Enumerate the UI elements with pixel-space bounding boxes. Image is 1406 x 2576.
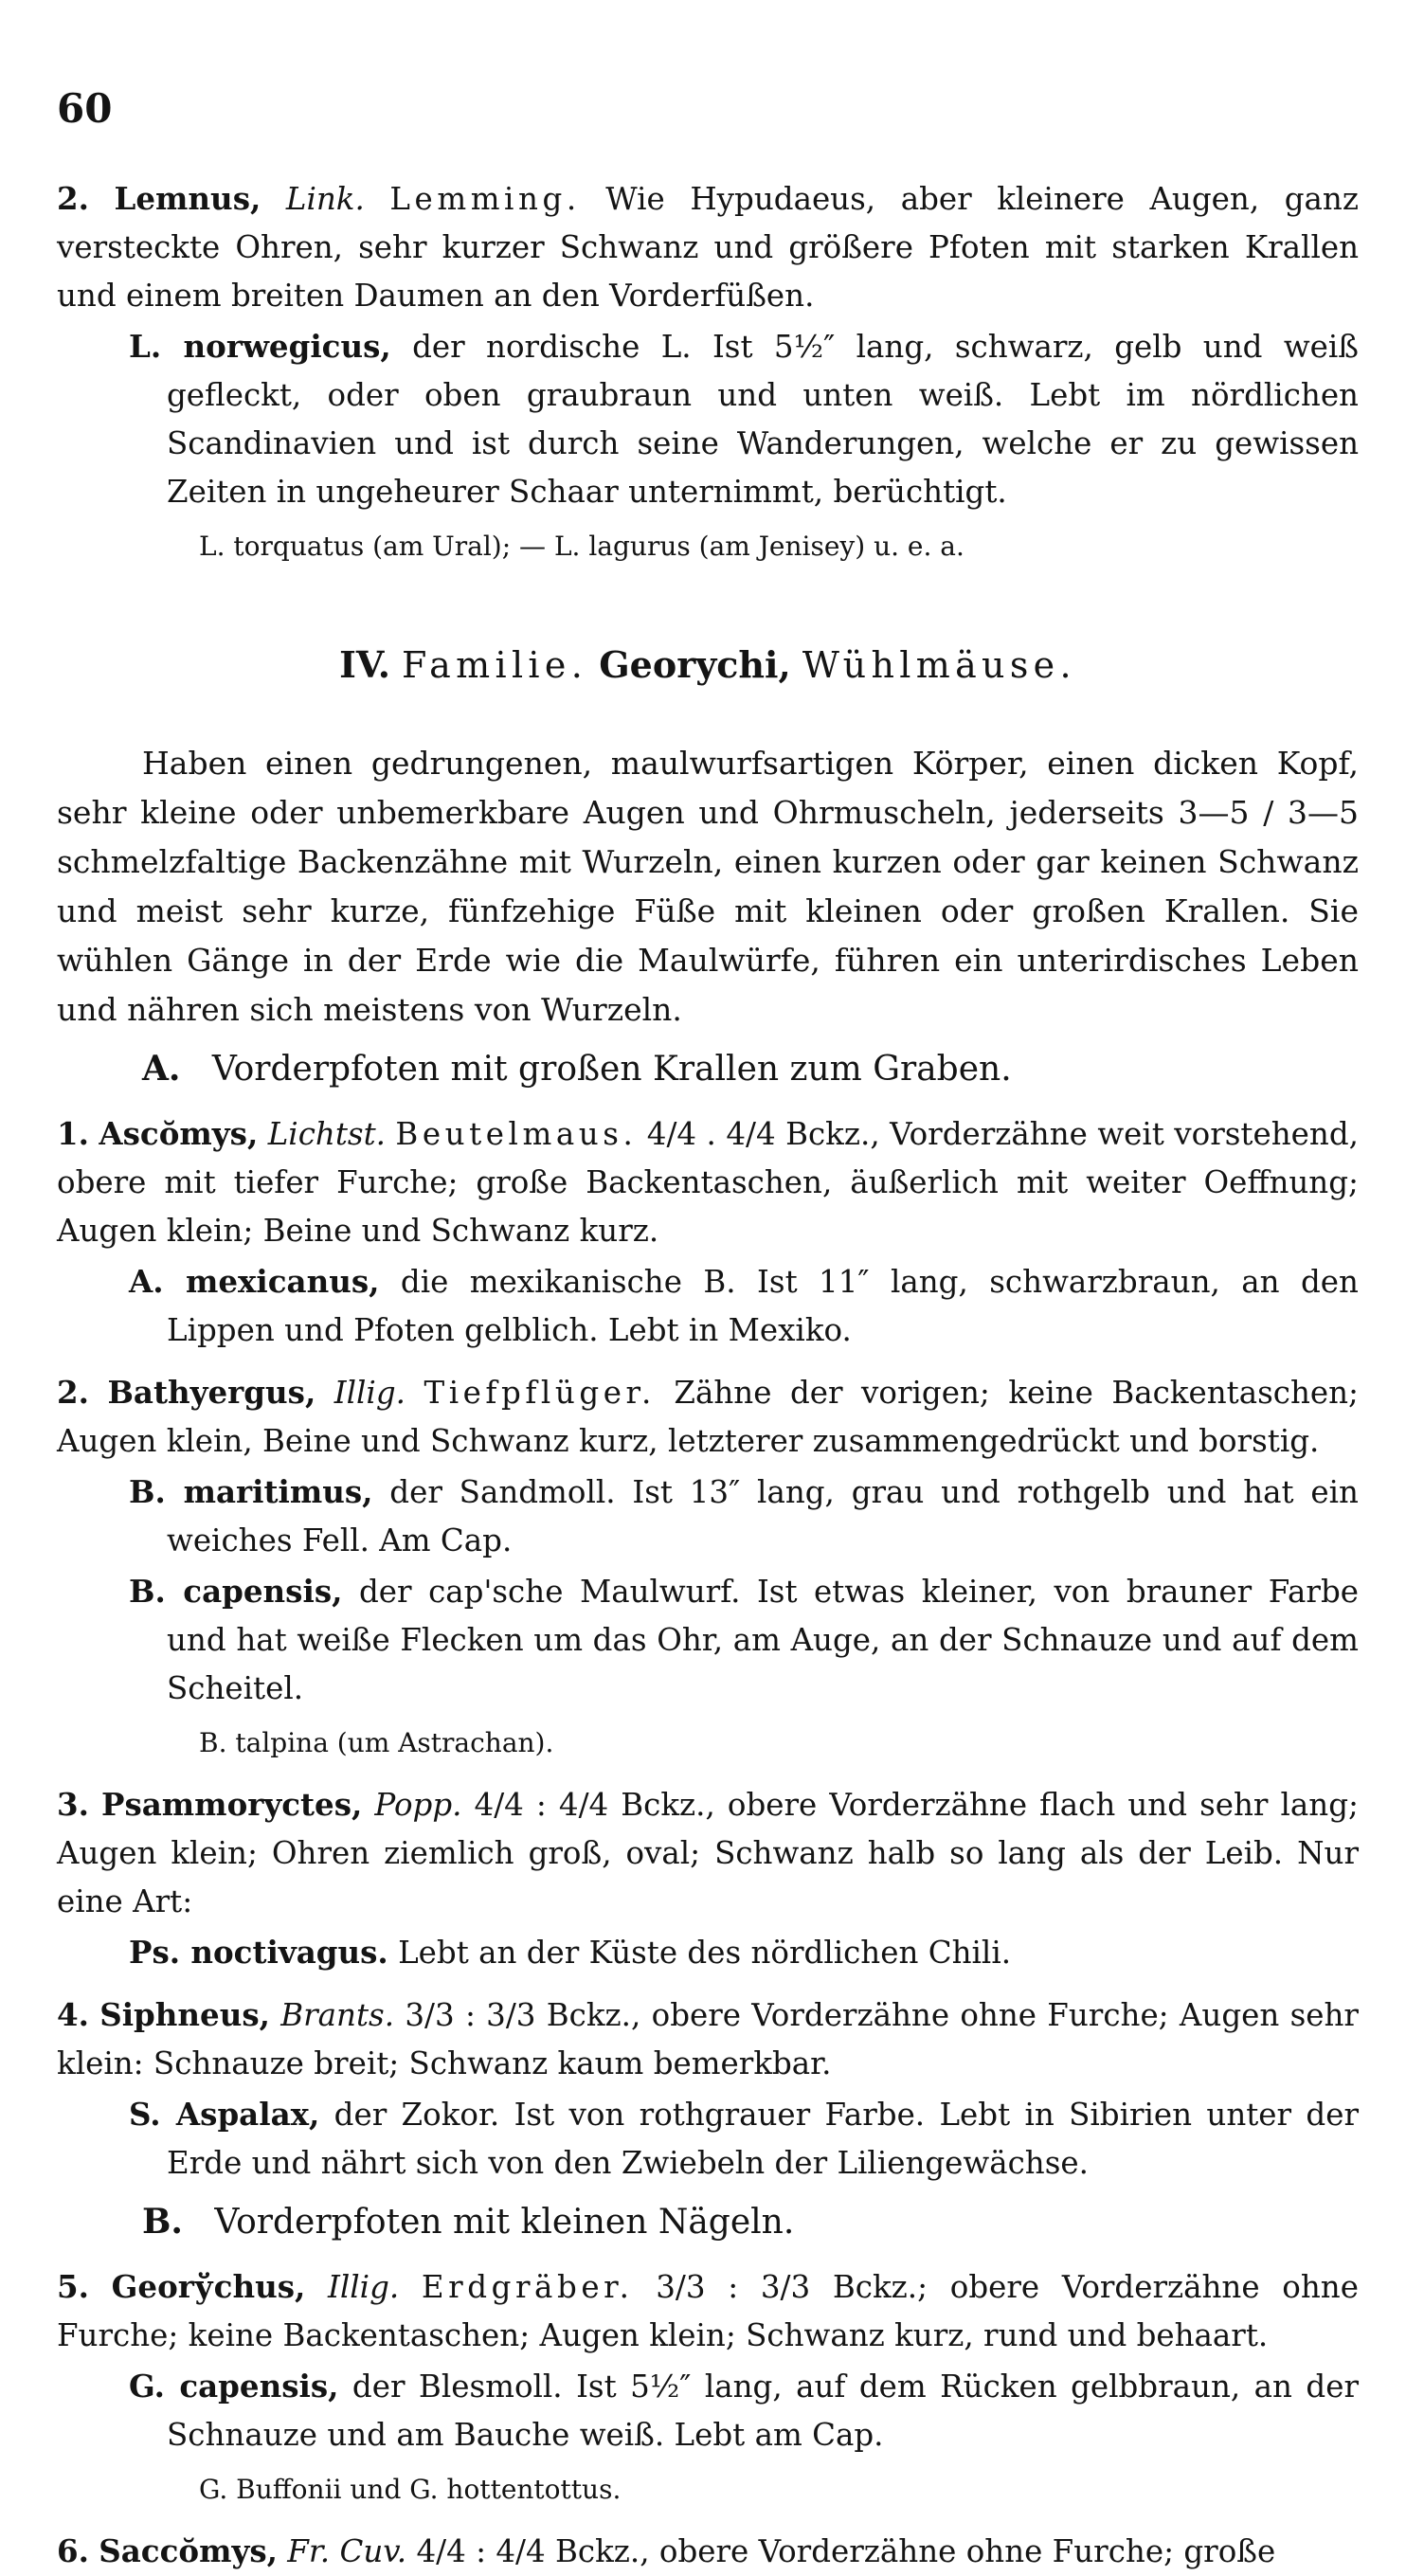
species-description: der Sandmoll. Ist 13″ lang, grau und rothgelb und hat ein weiches Fell. Am Cap.	[167, 1474, 1359, 1558]
other-species: G. Buffonii und G. hottentottus.	[199, 2474, 622, 2505]
genus-author: Fr. Cuv.	[287, 2533, 407, 2569]
species-description: der nordische L. Ist 5½″ lang, schwarz, gelb und weiß gefleckt, oder oben graubraun und unten weiß. Lebt im nördlichen Scandinavien und ist durch seine Wanderungen, welche er zu gewissen Zeiten in ungeheurer Schaar unternimmt, berüchtigt.	[167, 329, 1359, 510]
section-label: B.	[142, 2202, 183, 2242]
genus-description: 4/4 : 4/4 Bckz., obere Vorderzähne ohne Furche; große	[416, 2533, 1276, 2569]
species-entry	[129, 1928, 1359, 1977]
species-name: S. Aspalax,	[129, 2096, 320, 2133]
section-label: A.	[142, 1049, 181, 1089]
genus-name: Georўchus,	[111, 2268, 306, 2305]
species-description: der cap'sche Maulwurf. Ist etwas kleiner, von brauner Farbe und hat weiße Flecken um das Ohr, am Auge, an der Schnauze und auf dem Scheitel.	[167, 1574, 1359, 1706]
species-description: der Blesmoll. Ist 5½″ lang, auf dem Rücken gelbbraun, an der Schnauze und am Bauche weiß. Lebt am Cap.	[167, 2369, 1359, 2453]
family-description-part1: Haben einen gedrungenen, maulwurfsartigen Körper, einen dicken Kopf, sehr kleine oder unbemerkbare Augen und Ohrmuscheln, jederseits	[57, 745, 1359, 831]
genus-entry-saccomys	[57, 2527, 1359, 2576]
genus-entry-ascomys	[57, 1109, 1359, 1255]
genus-name: Ascŏmys,	[99, 1115, 259, 1152]
genus-number: 3.	[57, 1786, 89, 1823]
family-heading	[57, 637, 1359, 694]
species-entry	[129, 322, 1359, 516]
section-title: Vorderpfoten mit großen Krallen zum Graben.	[211, 1050, 1012, 1089]
species-name: Ps. noctivagus.	[129, 1934, 388, 1971]
species-name: A. mexicanus,	[129, 1263, 380, 1300]
genus-author: Link.	[285, 181, 365, 217]
page-number: 60	[57, 85, 113, 132]
genus-name: Psammoryctes,	[101, 1786, 363, 1823]
genus-number: 6.	[57, 2532, 89, 2569]
genus-description: 4/4 . 4/4 Bckz., Vorderzähne weit vorstehend, obere mit tiefer Furche; große Backentaschen, äußerlich mit weiter Oeffnung; Augen klein; Beine und Schwanz kurz.	[57, 1116, 1359, 1249]
genus-common-name: Tiefpflüger.	[424, 1375, 656, 1411]
genus-description: Wie Hypudaeus, aber kleinere Augen, ganz versteckte Ohren, sehr kurzer Schwanz und größere Pfoten mit starken Krallen und einem breiten Daumen an den Vorderfüßen.	[57, 181, 1359, 314]
species-description: der Zokor. Ist von rothgrauer Farbe. Lebt in Sibirien unter der Erde und nährt sich von den Zwiebeln der Liliengewächse.	[167, 2097, 1359, 2181]
genus-description: 4/4 : 4/4 Bckz., obere Vorderzähne flach und sehr lang; Augen klein; Ohren ziemlich groß, oval; Schwanz halb so lang als der Leib. Nur eine Art:	[57, 1787, 1359, 1919]
species-entry	[129, 2362, 1359, 2459]
section-heading-b	[142, 2195, 1359, 2249]
genus-author: Illig.	[328, 2269, 400, 2305]
species-name: B. maritimus,	[129, 1473, 373, 1510]
genus-number: 2.	[57, 180, 89, 217]
species-entry	[129, 1468, 1359, 1565]
species-name: B. capensis,	[129, 1573, 343, 1610]
genus-name: Saccŏmys,	[99, 2532, 278, 2569]
species-name: L. norwegicus,	[129, 328, 391, 365]
genus-description: 3/3 : 3/3 Bckz., obere Vorderzähne ohne Furche; Augen sehr klein: Schnauze breit; Schwanz kaum bemerkbar.	[57, 1997, 1359, 2081]
other-species: B. talpina (um Astrachan).	[199, 1727, 554, 1758]
species-entry	[129, 1257, 1359, 1355]
genus-entry-lemmus	[57, 174, 1359, 320]
family-number: IV.	[339, 643, 390, 686]
genus-common-name: Erdgräber.	[421, 2269, 634, 2305]
genus-author: Lichtst.	[267, 1116, 386, 1152]
genus-author: Brants.	[280, 1997, 395, 2033]
section-title: Vorderpfoten mit kleinen Nägeln.	[214, 2203, 795, 2242]
genus-number: 5.	[57, 2268, 89, 2305]
genus-name: Siphneus,	[99, 1996, 270, 2033]
genus-entry-psammoryctes	[57, 1780, 1359, 1926]
species-entry	[129, 2090, 1359, 2188]
genus-author: Popp.	[374, 1787, 462, 1823]
family-word: Familie.	[402, 644, 588, 686]
species-description: die mexikanische B. Ist 11″ lang, schwarzbraun, an den Lippen und Pfoten gelblich. Lebt in Mexiko.	[167, 1264, 1359, 1348]
family-latin-name: Georychi,	[599, 643, 791, 686]
genus-description: Zähne der vorigen; keine Backentaschen; Augen klein, Beine und Schwanz kurz, letzterer zusammengedrückt und borstig.	[57, 1375, 1359, 1459]
genus-entry-georychus	[57, 2262, 1359, 2360]
genus-entry-siphneus	[57, 1991, 1359, 2088]
genus-author: Illig.	[333, 1375, 406, 1411]
species-name: G. capensis,	[129, 2368, 339, 2405]
genus-common-name: Beutelmaus.	[395, 1116, 638, 1152]
genus-name: Lemnus,	[114, 180, 261, 217]
genus-entry-bathyergus	[57, 1368, 1359, 1466]
family-german-name: Wühlmäuse.	[802, 644, 1076, 686]
family-description-part2: schmelzfaltige Backenzähne mit Wurzeln, einen kurzen oder gar keinen Schwanz und meist sehr kurze, fünfzehige Füße mit kleinen oder großen Krallen. Sie wühlen Gänge in der Erde wie die Maulwürfe, führen ein unterirdisches Leben und nähren sich meistens von Wurzeln.	[57, 843, 1359, 1028]
genus-number: 4.	[57, 1996, 89, 2033]
genus-common-name: Lemming.	[389, 181, 581, 217]
genus-description: 3/3 : 3/3 Bckz.; obere Vorderzähne ohne Furche; keine Backentaschen; Augen klein; Schwanz kurz, rund und behaart.	[57, 2269, 1359, 2353]
section-heading-a	[142, 1042, 1359, 1096]
genus-number: 2.	[57, 1374, 89, 1411]
species-entry	[129, 1567, 1359, 1713]
genus-name: Bathyergus,	[107, 1374, 316, 1411]
other-species: L. torquatus (am Ural); — L. lagurus (am Jenisey) u. e. a.	[199, 531, 964, 562]
species-description: Lebt an der Küste des nördlichen Chili.	[398, 1935, 1012, 1971]
genus-number: 1.	[57, 1115, 89, 1152]
tooth-fraction: 3—5 / 3—5	[1178, 794, 1359, 831]
family-description	[57, 739, 1359, 1035]
